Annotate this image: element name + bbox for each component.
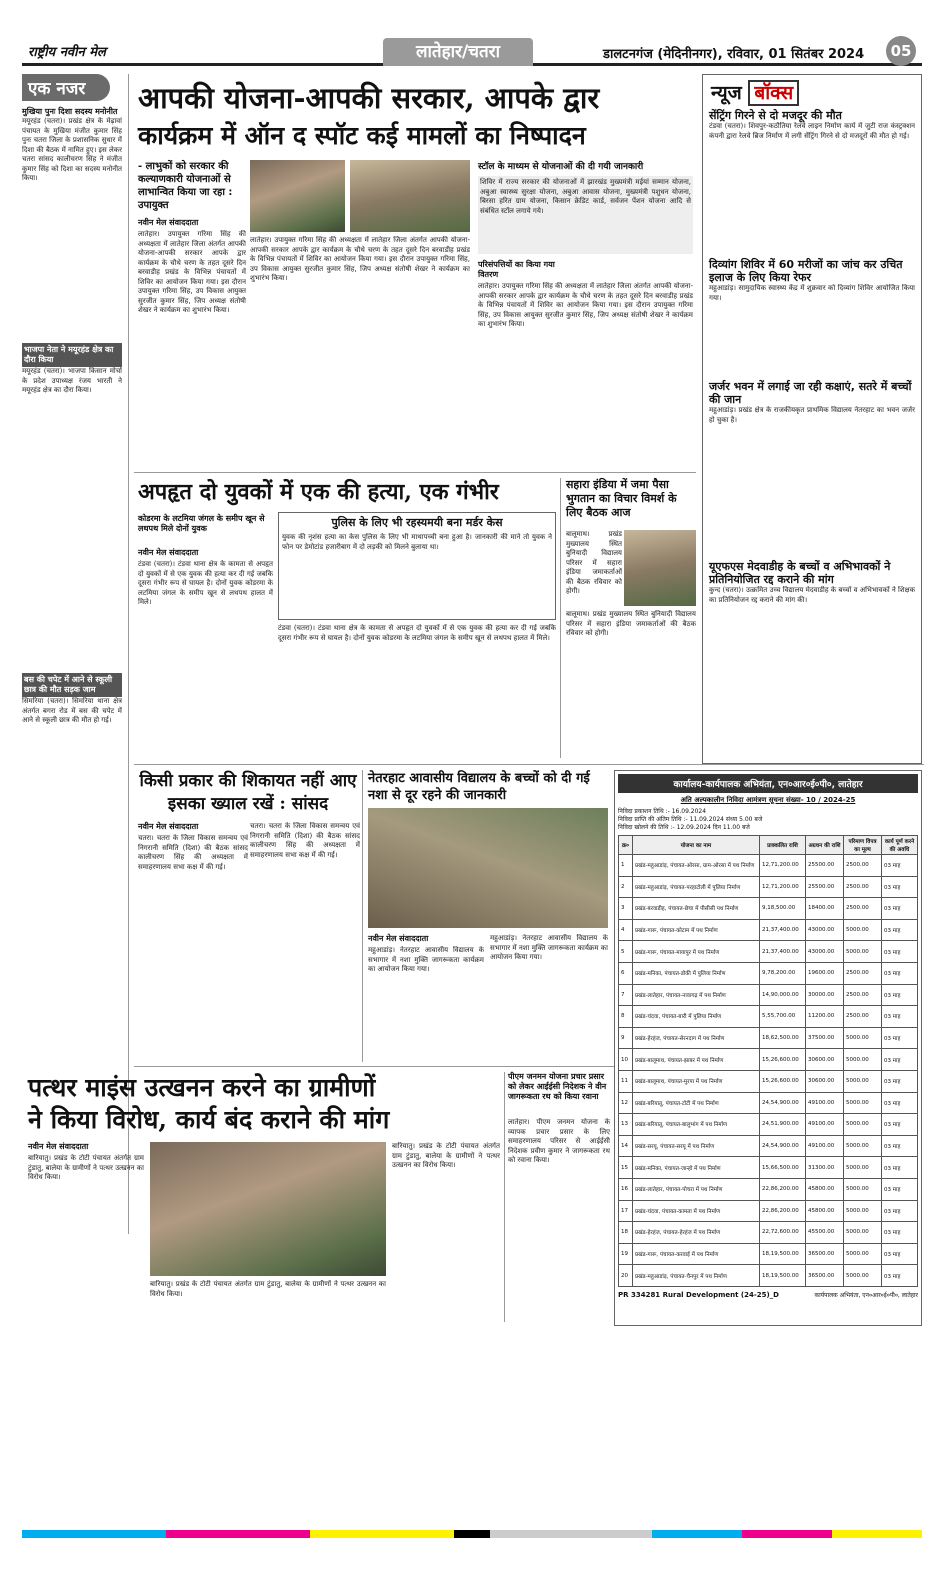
tender-cell-name: प्रखंड-चंदवा, पंचायत-कामता में पथ निर्माण (633, 1200, 760, 1222)
tender-cell-cost: 5000.00 (844, 1027, 882, 1049)
tender-cell-n: 3 (619, 898, 633, 920)
tender-cell-name: प्रखंड-गारू, पंचायत-करवाई में पथ निर्माण (633, 1243, 760, 1265)
news-item-headline: जर्जर भवन में लगाई जा रही कक्षाएं, सतरे में बच्चों की जान (709, 380, 912, 406)
sansad-headline: किसी प्रकार की शिकायत नहीं आए इसका ख्याल रखें : सांसद (139, 771, 357, 814)
tender-cell-cost: 5000.00 (844, 1114, 882, 1136)
item-body: मयूरहंड (चतरा)। भाजपा किसान मोर्चा के प्रदेश उपाध्यक्ष रंजय भारती ने मयूरहंड क्षेत्र का दौरा किया। (22, 367, 122, 394)
tender-row (619, 1222, 918, 1244)
tender-cell-amt: 21,37,400.00 (760, 919, 806, 941)
pmjanman-headline: पीएम जनमन योजना प्रचार प्रसार को लेकर आईईसी निदेशक ने वीन जागरूकता रथ को किया रवाना (508, 1072, 607, 1101)
sahara-body: बालूमाथ। प्रखंड मुख्यालय स्थित बुनियादी विद्यालय परिसर में सहारा इंडिया जमाकर्ताओं की बैठक रविवार को होगी। (566, 530, 622, 595)
intro-value: 11.09.2024 संध्या 5.00 बजे (689, 816, 763, 823)
tender-cell-cost: 2500.00 (844, 1006, 882, 1028)
pathar-byline: नवीन मेल संवाददाता (28, 1142, 89, 1151)
pathar-body-cont-2: बारियातु। प्रखंड के टोटी पंचायत अंतर्गत ग्राम टुंडातु, बालेया के ग्रामीणों ने पत्थर उत्खनन का विरोध किया। (392, 1142, 500, 1169)
col-header: अग्रधन की राशि (806, 836, 844, 855)
tender-cell-name: प्रखंड-हेरहंज, पंचायत-हेरहंज में पथ निर्माण (633, 1222, 760, 1244)
tender-cell-time: 03 माह (882, 1243, 918, 1265)
section-divider (134, 764, 924, 765)
netarhat-byline: नवीन मेल संवाददाता (368, 934, 429, 943)
tender-cell-name: प्रखंड-महुआडांड़, पंचायत-चैनपुर में पथ निर्माण (633, 1265, 760, 1287)
tender-row (619, 941, 918, 963)
tender-cell-time: 03 माह (882, 984, 918, 1006)
intro-value: 12.09.2024 दिन 11.00 बजे (676, 824, 750, 831)
tender-cell-name: प्रखंड-हेरहंज, पंचायत-सेरनदाग में पथ निर्माण (633, 1027, 760, 1049)
lead-quote: - लाभुकों को सरकार की कल्याणकारी योजनाओं से लाभान्वित किया जा रहा : उपायुक्त (138, 161, 233, 211)
tender-cell-time: 03 माह (882, 1222, 918, 1244)
mystery-box-headline: पुलिस के लिए भी रहस्यमयी बना मर्डर केस (331, 516, 503, 529)
item-headline: मुखिया पुनः दिशा सदस्य मनोनीत (22, 107, 118, 116)
tender-cell-n: 16 (619, 1178, 633, 1200)
tender-cell-emd: 25500.00 (806, 855, 844, 877)
pathar-photo (150, 1142, 386, 1276)
tender-cell-time: 03 माह (882, 1114, 918, 1136)
pmjanman-body: लातेहार। पीएम जनमन योजना के व्यापक प्रचार प्रसार के लिए समाहरणालय परिसर से आईईसी निदेशक प्रवीण कुमार ने जागरूकता रथ को रवाना किया। (508, 1118, 610, 1164)
item-headline: भाजपा नेता ने मयूरहंड क्षेत्र का दौरा किया (22, 343, 122, 367)
tender-cell-amt: 5,55,700.00 (760, 1006, 806, 1028)
tender-row (619, 1027, 918, 1049)
sansad-byline: नवीन मेल संवाददाता (138, 822, 199, 831)
section-divider (134, 472, 696, 473)
tender-cell-cost: 2500.00 (844, 898, 882, 920)
news-item-body: महुआडांड़। सामुदायिक स्वास्थ्य केंद्र में शुक्रवार को दिव्यांग शिविर आयोजित किया गया। (709, 284, 915, 302)
tender-cell-cost: 5000.00 (844, 1070, 882, 1092)
tender-cell-name: प्रखंड-बालूमाथ, पंचायत-मुरपा में पथ निर्माण (633, 1070, 760, 1092)
tender-cell-name: प्रखंड-मनिका, पंचायत-डोकी में पुलिया निर्माण (633, 962, 760, 984)
tender-cell-n: 12 (619, 1092, 633, 1114)
tender-cell-name: प्रखंड-गारू, पंचायत-मायापुर में पथ निर्माण (633, 941, 760, 963)
col-header: कार्य पूर्ण करने की अवधि (882, 836, 918, 855)
color-registration-bar (22, 1530, 922, 1538)
tender-cell-emd: 36500.00 (806, 1265, 844, 1287)
stall-body: शिविर में राज्य सरकार की योजनाओं में झारखंड मुख्यमंत्री मईयां सम्मान योजना, अबुआ स्वास्थ्य सुरक्षा योजना, अबुआ आवास योजना, मुख्यमंत्री पशुधन योजना, बिरसा हरित ग्राम योजना, किसान क्रेडिट कार्ड, सर्वजन पेंशन योजना आदि से संबंधित स्टॉल लगाये गये। (478, 176, 693, 254)
sahara-photo (624, 530, 696, 606)
tender-intro (618, 808, 918, 832)
tender-cell-cost: 5000.00 (844, 1049, 882, 1071)
tender-cell-n: 1 (619, 855, 633, 877)
tender-cell-time: 03 माह (882, 855, 918, 877)
tender-row (619, 919, 918, 941)
tender-cell-name: प्रखंड-लातेहार, पंचायत-पोचरा में पथ निर्माण (633, 1178, 760, 1200)
tender-cell-n: 2 (619, 876, 633, 898)
tender-cell-emd: 25500.00 (806, 876, 844, 898)
mystery-box (278, 512, 556, 620)
tender-cell-amt: 21,37,400.00 (760, 941, 806, 963)
tender-cell-cost: 5000.00 (844, 1265, 882, 1287)
tender-cell-cost: 5000.00 (844, 1178, 882, 1200)
intro-key: निविदा प्राप्ति की अंतिम तिथि (618, 816, 682, 823)
netarhat-photo (368, 808, 608, 928)
tender-cell-n: 5 (619, 941, 633, 963)
tender-row (619, 1265, 918, 1287)
news-item-body: टंडवा (चतरा)। शिवपुर-कठौतिया रेलवे लाइन निर्माण कार्य में जुटी राज कंस्ट्रक्शन कंपनी द्वारा रेलवे ब्रिज निर्माण में लगी सेंट्रिंग गिरने से दो मजदूरों की मौत हो गई। (709, 122, 915, 140)
tender-cell-cost: 5000.00 (844, 1092, 882, 1114)
tender-cell-emd: 45500.00 (806, 1222, 844, 1244)
tender-cell-time: 03 माह (882, 1027, 918, 1049)
tender-cell-emd: 49100.00 (806, 1135, 844, 1157)
page-number: 05 (886, 36, 916, 66)
tender-cell-emd: 45800.00 (806, 1200, 844, 1222)
news-item-body: महुआडांड़। प्रखंड क्षेत्र के राजकीयकृत प्राथमिक विद्यालय नेतरहाट का भवन जर्जर हो चुका है। (709, 406, 915, 424)
item-headline: बस की चपेट में आने से स्कूली छात्र की मौत सड़क जाम (22, 673, 122, 697)
section-divider (134, 1066, 614, 1067)
tender-cell-amt: 22,72,600.00 (760, 1222, 806, 1244)
lead-body: लातेहार। उपायुक्त गरिमा सिंह की अध्यक्षता में लातेहार जिला अंतर्गत आपकी योजना-आपकी सरकार आपके द्वार कार्यक्रम के चौथे चरण के तहत दूसरे दिन बरवाडीह प्रखंड के विभिन्न पंचायतों में शिविर का आयोजन किया गया। इस दौरान उपायुक्त गरिमा सिंह, उप विकास आयुक्त सुरजीत कुमार सिंह, जिप अध्यक्ष संतोषी शेखर ने कार्यक्रम का शुभारंभ किया। (138, 230, 246, 314)
tender-cell-cost: 5000.00 (844, 1243, 882, 1265)
tender-cell-amt: 15,26,600.00 (760, 1070, 806, 1092)
tender-cell-amt: 12,71,200.00 (760, 876, 806, 898)
tender-row (619, 962, 918, 984)
intro-value: 16.09.2024 (671, 808, 707, 815)
news-box (702, 74, 922, 764)
column-divider (128, 74, 129, 1234)
lead-body-cont: लातेहार। उपायुक्त गरिमा सिंह की अध्यक्षता में लातेहार जिला अंतर्गत आपकी योजना-आपकी सरकार आपके द्वार कार्यक्रम के चौथे चरण के तहत दूसरे दिन बरवाडीह प्रखंड के विभिन्न पंचायतों में शिविर का आयोजन किया गया। इस दौरान उपायुक्त गरिमा सिंह, उप विकास आयुक्त सुरजीत कुमार सिंह, जिप अध्यक्ष संतोषी शेखर ने कार्यक्रम का शुभारंभ किया। (250, 236, 470, 282)
tender-cell-cost: 5000.00 (844, 1135, 882, 1157)
pathar-body: बारियातु। प्रखंड के टोटी पंचायत अंतर्गत ग्राम टुंडातु, बालेया के ग्रामीणों ने पत्थर उत्खनन का विरोध किया। (28, 1154, 144, 1181)
netarhat-body-cont: महुआडांड़। नेतरहाट आवासीय विद्यालय के सभागार में नशा मुक्ति जागरूकता कार्यक्रम का आयोजन किया गया। (490, 934, 608, 961)
tender-footer: PR 334281 Rural Development (24-25)_D (618, 1290, 779, 1299)
paper-name: राष्ट्रीय नवीन मेल (28, 45, 106, 60)
tender-cell-amt: 9,78,200.00 (760, 962, 806, 984)
tender-cell-n: 9 (619, 1027, 633, 1049)
tender-cell-name: प्रखंड-लातेहार, पंचायत-नावागढ़ में पथ निर्माण (633, 984, 760, 1006)
tender-cell-name: प्रखंड-गारू, पंचायत-कोटाम में पथ निर्माण (633, 919, 760, 941)
tender-row (619, 1178, 918, 1200)
news-box-label-b: बॉक्स (748, 80, 799, 106)
tender-cell-emd: 36500.00 (806, 1243, 844, 1265)
column-divider (362, 770, 363, 1062)
netarhat-body: महुआडांड़। नेतरहाट आवासीय विद्यालय के सभागार में नशा मुक्ति जागरूकता कार्यक्रम का आयोजन किया गया। (368, 946, 484, 973)
tender-cell-emd: 11200.00 (806, 1006, 844, 1028)
tender-cell-amt: 15,66,500.00 (760, 1157, 806, 1179)
tender-cell-time: 03 माह (882, 1070, 918, 1092)
tender-cell-n: 20 (619, 1265, 633, 1287)
sahara-headline: सहारा इंडिया में जमा पैसा भुगतान का विचार विमर्श के लिए बैठक आज (566, 478, 677, 519)
tender-cell-amt: 18,62,500.00 (760, 1027, 806, 1049)
murder-kicker: कोडरमा के लटमिया जंगल के समीप खून से लथपथ मिले दोनों युवक (138, 514, 265, 533)
tender-cell-n: 13 (619, 1114, 633, 1136)
tender-cell-time: 03 माह (882, 1178, 918, 1200)
tender-cell-name: प्रखंड-बरियातू, पंचायत-बालुभांग में पथ निर्माण (633, 1114, 760, 1136)
tender-cell-cost: 5000.00 (844, 919, 882, 941)
tender-cell-emd: 45800.00 (806, 1178, 844, 1200)
lead-photo-1 (250, 160, 345, 232)
tender-cell-cost: 5000.00 (844, 941, 882, 963)
tender-cell-name: प्रखंड-बरवाडीह, पंचायत-छेचा में पीसीसी पथ निर्माण (633, 898, 760, 920)
news-box-label-a: न्यूज (711, 82, 742, 104)
tender-header-row (619, 836, 918, 855)
tender-cell-time: 03 माह (882, 1200, 918, 1222)
tender-intro-row: निविदा प्रकाशन तिथि :- 16.09.2024 (618, 808, 707, 815)
ek-nazar-item (22, 343, 122, 667)
tender-cell-time: 03 माह (882, 1049, 918, 1071)
tender-cell-name: प्रखंड-महुआडांड़, पंचायत-ओरसा, ग्राम-ओरसा में पथ निर्माण (633, 855, 760, 877)
news-item-headline: यूएफएस मेदवाडीह के बच्चों व अभिभावकों ने प्रतिनियोजित रद्द कराने की मांग (709, 560, 891, 586)
ek-nazar-column (22, 74, 122, 1234)
tender-cell-time: 03 माह (882, 876, 918, 898)
tender-row (619, 1092, 918, 1114)
tender-cell-name: प्रखंड-मनिका, पंचायत-जान्हो में पथ निर्माण (633, 1157, 760, 1179)
tender-cell-name: प्रखंड-बरियातू, पंचायत-टोटी में पथ निर्माण (633, 1092, 760, 1114)
tender-cell-amt: 18,19,500.00 (760, 1243, 806, 1265)
tender-cell-emd: 43000.00 (806, 941, 844, 963)
murder-body: टंडवा (चतरा)। टंडवा थाना क्षेत्र के कामता से अपहृत दो युवकों में से एक युवक की हत्या कर दी गई जबकि दूसरा गंभीर रूप से घायल है। दोनों युवक कोडरमा के लटमिया जंगल के समीप खून से लथपथ हालत में मिले। (138, 560, 273, 606)
tender-cell-emd: 37500.00 (806, 1027, 844, 1049)
news-item-headline: सेंट्रिंग गिरने से दो मजदूर की मौत (709, 109, 842, 122)
tender-cell-cost: 5000.00 (844, 1200, 882, 1222)
ek-nazar-item (22, 107, 122, 337)
tender-row (619, 984, 918, 1006)
mystery-box-body: युवक की नृशंस हत्या का केस पुलिस के लिए भी माथापच्ची बना हुआ है। जानकारी की माने तो युवक ने फोन पर डेमोटांड हजारीबाग में दो लड़की को मिलने बुलाया था। (282, 533, 552, 551)
stall-headline: स्टॉल के माध्यम से योजनाओं की दी गयी जानकारी (478, 162, 644, 172)
murder-byline: नवीन मेल संवाददाता (138, 548, 199, 557)
tender-row (619, 898, 918, 920)
tender-row (619, 855, 918, 877)
tender-row (619, 1006, 918, 1028)
tender-intro-row: निविदा खोलने की तिथि :- 12.09.2024 दिन 11.00 बजे (618, 824, 750, 831)
tender-cell-time: 03 माह (882, 1135, 918, 1157)
tender-cell-n: 6 (619, 962, 633, 984)
intro-key: निविदा खोलने की तिथि (618, 824, 669, 831)
ek-nazar-label: एक नजर (22, 74, 110, 101)
tender-cell-n: 14 (619, 1135, 633, 1157)
tender-notice-number: अति अल्पकालीन निविदा आमंत्रण सूचना संख्या- 10 / 2024-25 (680, 796, 856, 804)
tender-notice (614, 770, 922, 1326)
sahara-body-cont: बालूमाथ। प्रखंड मुख्यालय स्थित बुनियादी विद्यालय परिसर में सहारा इंडिया जमाकर्ताओं की बैठक रविवार को होगी। (566, 610, 696, 637)
tender-cell-n: 11 (619, 1070, 633, 1092)
tender-cell-amt: 9,18,500.00 (760, 898, 806, 920)
tender-cell-amt: 15,26,600.00 (760, 1049, 806, 1071)
tender-cell-cost: 2500.00 (844, 855, 882, 877)
tender-cell-amt: 24,54,900.00 (760, 1135, 806, 1157)
tender-table (618, 835, 918, 1287)
tender-cell-amt: 12,71,200.00 (760, 855, 806, 877)
parisampatti-headline: परिसंपत्तियों का किया गया वितरण (478, 260, 555, 279)
tender-signer: कार्यपालक अभियंता, एन०आर०ई०पी०, लातेहार (814, 1291, 918, 1299)
tender-cell-amt: 22,86,200.00 (760, 1200, 806, 1222)
section-tab: लातेहार/चतरा (383, 38, 533, 66)
murder-headline: अपहृत दो युवकों में एक की हत्या, एक गंभीर (138, 479, 499, 505)
col-header: क्र० (619, 836, 633, 855)
tender-row (619, 1114, 918, 1136)
tender-cell-cost: 2500.00 (844, 984, 882, 1006)
tender-intro-row: निविदा प्राप्ति की अंतिम तिथि :- 11.09.2024 संध्या 5.00 बजे (618, 816, 763, 823)
tender-cell-time: 03 माह (882, 1092, 918, 1114)
tender-cell-cost: 2500.00 (844, 962, 882, 984)
tender-cell-n: 4 (619, 919, 633, 941)
tender-cell-time: 03 माह (882, 919, 918, 941)
column-divider (560, 478, 561, 758)
tender-cell-amt: 18,19,500.00 (760, 1265, 806, 1287)
col-header: योजना का नाम (633, 836, 760, 855)
tender-cell-n: 7 (619, 984, 633, 1006)
tender-row (619, 876, 918, 898)
pathar-body-cont: बारियातु। प्रखंड के टोटी पंचायत अंतर्गत ग्राम टुंडातु, बालेया के ग्रामीणों ने पत्थर उत्खनन का विरोध किया। (150, 1280, 386, 1298)
lead-body-cont-2: लातेहार। उपायुक्त गरिमा सिंह की अध्यक्षता में लातेहार जिला अंतर्गत आपकी योजना-आपकी सरकार आपके द्वार कार्यक्रम के चौथे चरण के तहत दूसरे दिन बरवाडीह प्रखंड के विभिन्न पंचायतों में शिविर का आयोजन किया गया। इस दौरान उपायुक्त गरिमा सिंह, उप विकास आयुक्त सुरजीत कुमार सिंह, जिप अध्यक्ष संतोषी शेखर ने कार्यक्रम का शुभारंभ किया। (478, 282, 693, 328)
ek-nazar-item (22, 673, 122, 1117)
tender-cell-time: 03 माह (882, 941, 918, 963)
tender-cell-n: 18 (619, 1222, 633, 1244)
lead-photo-2 (350, 160, 470, 232)
tender-office: कार्यालय-कार्यपालक अभियंता, एन०आर०ई०पी०, लातेहार (618, 774, 918, 793)
dateline: डालटनगंज (मेदिनीनगर), रविवार, 01 सितंबर 2024 (603, 47, 865, 62)
col-header: परिमाण विपत्र का मूल्य (844, 836, 882, 855)
tender-cell-emd: 43000.00 (806, 919, 844, 941)
tender-cell-emd: 19600.00 (806, 962, 844, 984)
tender-row (619, 1135, 918, 1157)
lead-headline: आपकी योजना-आपकी सरकार, आपके द्वार (138, 81, 600, 115)
column-divider (504, 1072, 505, 1322)
news-box-label (703, 75, 921, 109)
tender-cell-time: 03 माह (882, 898, 918, 920)
tender-cell-amt: 24,54,900.00 (760, 1092, 806, 1114)
netarhat-headline: नेतरहाट आवासीय विद्यालय के बच्चों को दी गई नशा से दूर रहने की जानकारी (368, 771, 590, 803)
tender-cell-emd: 30000.00 (806, 984, 844, 1006)
tender-cell-emd: 49100.00 (806, 1092, 844, 1114)
tender-cell-cost: 5000.00 (844, 1157, 882, 1179)
news-item-body: कुन्द (चतरा)। उत्क्रमित उच्च विद्यालय मेदवाडीह के बच्चों व अभिभावकों ने शिक्षक का प्रतिनियोजन रद्द कराने की मांग की। (709, 586, 915, 604)
tender-cell-emd: 30600.00 (806, 1049, 844, 1071)
col-header: प्राक्कलित राशि (760, 836, 806, 855)
tender-cell-n: 10 (619, 1049, 633, 1071)
tender-cell-name: प्रखंड-चंदवा, पंचायत-बारी में पुलिया निर्माण (633, 1006, 760, 1028)
tender-row (619, 1070, 918, 1092)
tender-row (619, 1157, 918, 1179)
sansad-body: चतरा। चतरा के जिला विकास समन्वय एवं निगरानी समिति (दिशा) की बैठक सांसद कालीचरण सिंह की अध्यक्षता में समाहरणालय सभा कक्ष में की गई। (138, 834, 248, 871)
item-body: सिमरिया (चतरा)। सिमरिया थाना क्षेत्र अंतर्गत बगरा रोड में बस की चपेट में आने से स्कूली छात्र की मौत हो गई। (22, 697, 122, 724)
sansad-body-cont: चतरा। चतरा के जिला विकास समन्वय एवं निगरानी समिति (दिशा) की बैठक सांसद कालीचरण सिंह की अध्यक्षता में समाहरणालय सभा कक्ष में की गई। (250, 822, 360, 859)
item-body: मयूरहंड (चतरा)। प्रखंड क्षेत्र के मेढ़ावां पंचायत के मुखिया मंजीत कुमार सिंह पुनः चतरा जिला के प्रशासनिक सुधार में दिशा की बैठक में नामित हुए। इस लेकर चतरा सांसद कालीचरण सिंह ने मंजीत कुमार सिंह को दिशा का सदस्य मनोनीत किया। (22, 117, 122, 182)
tender-cell-emd: 31300.00 (806, 1157, 844, 1179)
lead-headline-2: कार्यक्रम में ऑन द स्पॉट कई मामलों का निष्पादन (138, 121, 586, 150)
tender-row (619, 1049, 918, 1071)
tender-cell-amt: 14,90,000.00 (760, 984, 806, 1006)
tender-cell-cost: 5000.00 (844, 1222, 882, 1244)
tender-cell-emd: 30600.00 (806, 1070, 844, 1092)
tender-row (619, 1200, 918, 1222)
news-item-headline: दिव्यांग शिविर में 60 मरीजों का जांच कर उचित इलाज के लिए किया रेफर (709, 258, 903, 284)
tender-cell-n: 17 (619, 1200, 633, 1222)
tender-cell-name: प्रखंड-बालूमाथ, पंचायत-झाबर में पथ निर्माण (633, 1049, 760, 1071)
tender-cell-name: प्रखंड-महुआडांड़, पंचायत-परहाटोली में पुलिया निर्माण (633, 876, 760, 898)
pathar-headline: पत्थर माइंस उत्खनन करने का ग्रामीणों (28, 1073, 376, 1102)
tender-cell-emd: 49100.00 (806, 1114, 844, 1136)
lead-byline: नवीन मेल संवाददाता (138, 218, 199, 227)
tender-cell-time: 03 माह (882, 1265, 918, 1287)
tender-row (619, 1243, 918, 1265)
murder-body-cont: टंडवा (चतरा)। टंडवा थाना क्षेत्र के कामता से अपहृत दो युवकों में से एक युवक की हत्या कर दी गई जबकि दूसरा गंभीर रूप से घायल है। दोनों युवक कोडरमा के लटमिया जंगल के समीप खून से लथपथ हालत में मिले। (278, 624, 556, 642)
tender-cell-time: 03 माह (882, 1157, 918, 1179)
tender-cell-amt: 22,86,200.00 (760, 1178, 806, 1200)
tender-cell-emd: 18400.00 (806, 898, 844, 920)
tender-cell-n: 15 (619, 1157, 633, 1179)
tender-cell-time: 03 माह (882, 962, 918, 984)
tender-cell-n: 19 (619, 1243, 633, 1265)
tender-cell-n: 8 (619, 1006, 633, 1028)
tender-cell-amt: 24,51,900.00 (760, 1114, 806, 1136)
tender-cell-name: प्रखंड-सरयू, पंचायत-सरयू में पथ निर्माण (633, 1135, 760, 1157)
pathar-headline-2: ने किया विरोध, कार्य बंद कराने की मांग (28, 1105, 390, 1134)
tender-cell-time: 03 माह (882, 1006, 918, 1028)
intro-key: निविदा प्रकाशन तिथि (618, 808, 664, 815)
tender-cell-cost: 2500.00 (844, 876, 882, 898)
